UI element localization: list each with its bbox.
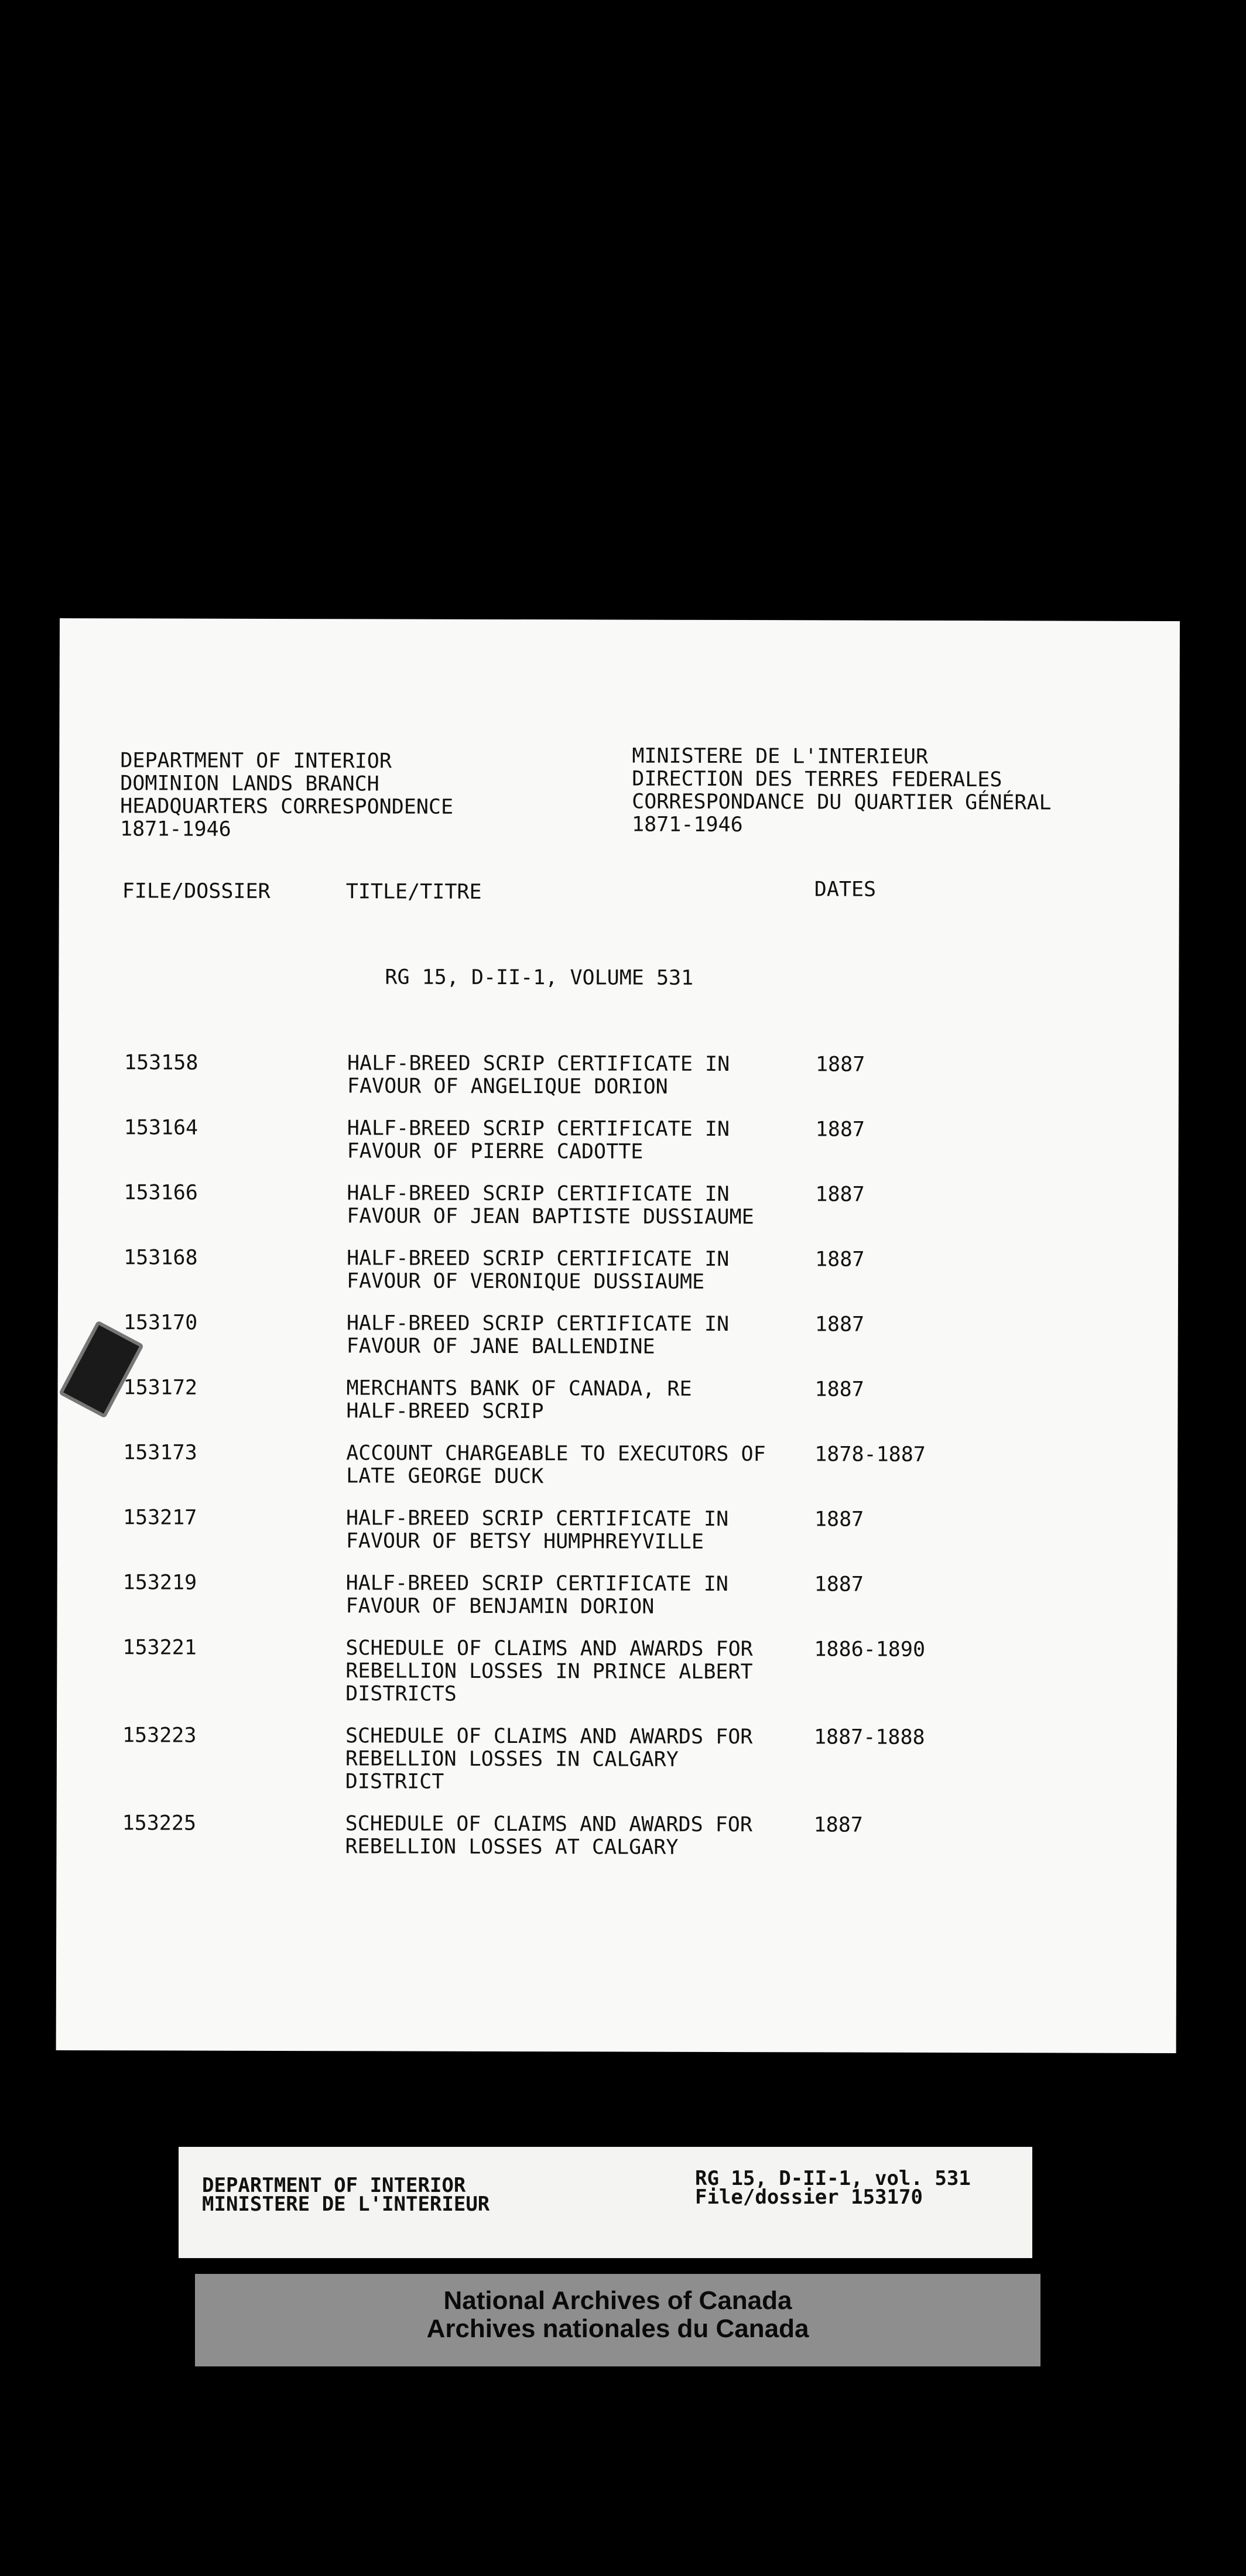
column-header-title: TITLE/TITRE [345, 880, 482, 904]
archives-name-french: Archives nationales du Canada [426, 2314, 809, 2343]
file-title: SCHEDULE OF CLAIMS AND AWARDS FOR REBELLION LOSSES IN PRINCE ALBERT DISTRICTS [345, 1636, 753, 1706]
label-reference [695, 2169, 971, 2207]
file-dates: 1887 [813, 1813, 863, 1837]
table-row [59, 1051, 1179, 1099]
document-page [56, 618, 1180, 2053]
label-line: RG 15, D-II-1, vol. 531 [695, 2167, 971, 2190]
label-line: File/dossier 153170 [695, 2186, 923, 2209]
column-header-file: FILE/DOSSIER [122, 879, 271, 903]
file-dates: 1887 [814, 1313, 865, 1337]
archives-name-english: National Archives of Canada [443, 2286, 792, 2315]
table-row [57, 1724, 1177, 1794]
label-department [202, 2176, 490, 2214]
table-row [58, 1181, 1178, 1229]
file-title: HALF-BREED SCRIP CERTIFICATE IN FAVOUR OF ANGELIQUE DORION [347, 1051, 730, 1099]
file-number: 153221 [122, 1636, 197, 1660]
header-line: DOMINION LANDS BRANCH [120, 772, 379, 796]
file-dates: 1887-1888 [813, 1725, 925, 1749]
file-title: SCHEDULE OF CLAIMS AND AWARDS FOR REBELLION LOSSES IN CALGARY DISTRICT [345, 1724, 753, 1794]
header-line: 1871-1946 [632, 813, 743, 837]
file-dates: 1887 [815, 1248, 865, 1272]
label-line: MINISTERE DE L'INTERIEUR [202, 2193, 490, 2216]
file-number: 153223 [122, 1724, 197, 1748]
file-number: 153173 [123, 1441, 197, 1465]
header-line: HEADQUARTERS CORRESPONDENCE [120, 794, 454, 819]
file-number: 153158 [124, 1051, 198, 1075]
file-number: 153219 [122, 1571, 197, 1595]
table-row [57, 1506, 1177, 1554]
table-row [57, 1571, 1177, 1619]
file-title: SCHEDULE OF CLAIMS AND AWARDS FOR REBELLION LOSSES AT CALGARY [345, 1812, 753, 1859]
file-title: HALF-BREED SCRIP CERTIFICATE IN FAVOUR OF VERONIQUE DUSSIAUME [346, 1246, 730, 1294]
file-dates: 1878-1887 [814, 1443, 926, 1467]
file-dates: 1887 [814, 1378, 864, 1402]
file-dates: 1887 [815, 1053, 865, 1077]
table-row [57, 1811, 1177, 1859]
file-title: HALF-BREED SCRIP CERTIFICATE IN FAVOUR OF JANE BALLENDINE [346, 1311, 730, 1359]
table-row [57, 1441, 1177, 1489]
table-row [57, 1636, 1177, 1706]
table-row [58, 1311, 1178, 1359]
volume-title: RG 15, D-II-1, VOLUME 531 [385, 965, 694, 990]
file-title: HALF-BREED SCRIP CERTIFICATE IN FAVOUR OF PIERRE CADOTTE [347, 1116, 730, 1164]
archives-banner [195, 2274, 1040, 2366]
table-row [58, 1246, 1178, 1294]
file-dates: 1887 [815, 1118, 865, 1142]
file-title: HALF-BREED SCRIP CERTIFICATE IN FAVOUR OF JEAN BAPTISTE DUSSIAUME [347, 1181, 754, 1229]
file-number: 153164 [124, 1116, 198, 1140]
table-row [58, 1376, 1178, 1424]
file-title: HALF-BREED SCRIP CERTIFICATE IN FAVOUR OF BETSY HUMPHREYVILLE [345, 1506, 729, 1554]
file-number: 153170 [123, 1311, 198, 1335]
header-line: DIRECTION DES TERRES FEDERALES [632, 767, 1002, 792]
file-number: 153225 [122, 1811, 197, 1835]
file-title: ACCOUNT CHARGEABLE TO EXECUTORS OF LATE GEORGE DUCK [346, 1441, 766, 1489]
table-row [59, 1116, 1179, 1164]
file-title: HALF-BREED SCRIP CERTIFICATE IN FAVOUR OF BENJAMIN DORION [345, 1571, 728, 1619]
archive-label [179, 2147, 1032, 2258]
file-dates: 1886-1890 [814, 1638, 926, 1662]
file-number: 153168 [124, 1246, 198, 1270]
file-number: 153166 [124, 1181, 198, 1205]
file-title: MERCHANTS BANK OF CANADA, RE HALF-BREED SCRIP [346, 1376, 692, 1424]
header-line: DEPARTMENT OF INTERIOR [120, 749, 392, 773]
column-header-dates: DATES [814, 878, 877, 902]
header-english [120, 749, 453, 841]
file-dates: 1887 [814, 1508, 864, 1532]
header-line: CORRESPONDANCE DU QUARTIER GÉNÉRAL [632, 790, 1052, 815]
header-line: 1871-1946 [120, 817, 231, 841]
file-dates: 1887 [815, 1183, 865, 1207]
label-line: DEPARTMENT OF INTERIOR [202, 2174, 466, 2197]
file-number: 153217 [122, 1506, 197, 1530]
header-line: MINISTERE DE L'INTERIEUR [632, 744, 929, 769]
file-number: 153172 [123, 1376, 198, 1400]
header-french [632, 745, 1052, 838]
file-dates: 1887 [814, 1573, 864, 1597]
